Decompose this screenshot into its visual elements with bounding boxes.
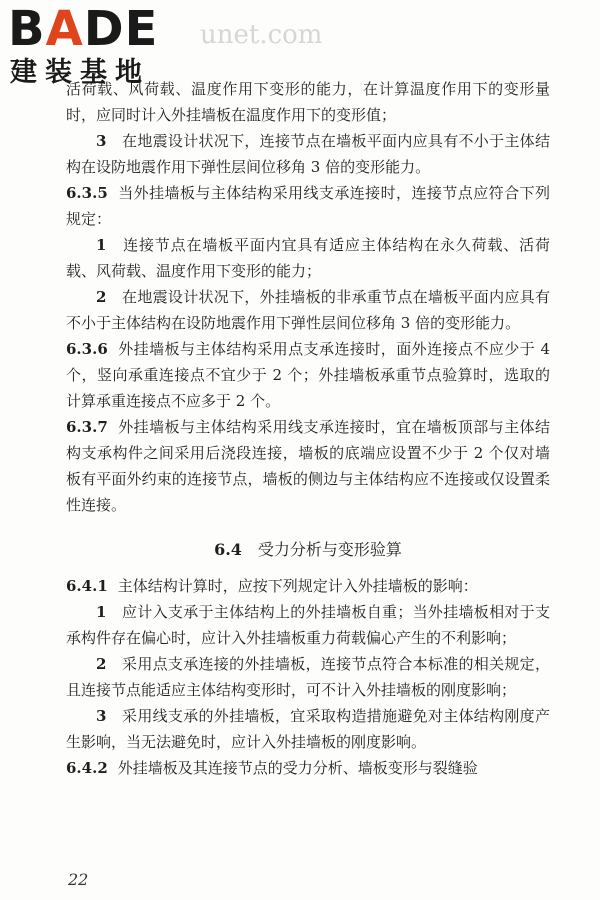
clause: 6.3.5 当外挂墙板与主体结构采用线支承连接时，连接节点应符合下列规定： [66, 184, 550, 228]
clause: 6.3.6 外挂墙板与主体结构采用点支承连接时，面外连接点不应少于 4 个，竖向承重连接点不宜少于 2 个；外挂墙板承重节点验算时，选取的计算承重连接点不应多于 2 个。 [66, 340, 550, 410]
document-body [66, 76, 550, 781]
page-number: 22 [68, 870, 89, 889]
paragraph: 3 采用线支承的外挂墙板，宜采取构造措施避免对主体结构刚度产生影响，当无法避免时，应计入外挂墙板的刚度影响。 [66, 707, 550, 751]
watermark: unet.com [200, 20, 323, 50]
clause: 6.4.1 主体结构计算时，应按下列规定计入外挂墙板的影响： [66, 577, 478, 595]
paragraph: 活荷载、风荷载、温度作用下变形的能力，在计算温度作用下的变形量时，应同时计入外挂墙板在温度作用下的变形值； [66, 80, 550, 124]
paragraph: 3 在地震设计状况下，连接节点在墙板平面内应具有不小于主体结构在设防地震作用下弹性层间位移角 3 倍的变形能力。 [66, 132, 550, 176]
paragraph: 1 连接节点在墙板平面内宜具有适应主体结构在永久荷载、活荷载、风荷载、温度作用下变形的能力； [66, 236, 550, 280]
logo-subtitle: 建装基地 [10, 57, 150, 88]
logo-brand: BADE [8, 1, 159, 57]
paragraph: 1 应计入支承于主体结构上的外挂墙板自重；当外挂墙板相对于支承构件存在偏心时，应计入外挂墙板重力荷载偏心产生的不利影响； [66, 603, 550, 647]
section-heading: 6.4 受力分析与变形验算 [214, 540, 402, 559]
clause: 6.3.7 外挂墙板与主体结构采用线支承连接时，宜在墙板顶部与主体结构支承构件之间采用后浇段连接，墙板的底端应设置不少于 2 个仅对墙板有平面外约束的连接节点，墙板的侧边与主体结构应不连接或仅设置柔性连接。 [66, 418, 550, 514]
paragraph: 2 采用点支承连接的外挂墙板，连接节点符合本标准的相关规定，且连接节点能适应主体结构变形时，可不计入外挂墙板的刚度影响； [66, 655, 550, 699]
paragraph: 2 在地震设计状况下，外挂墙板的非承重节点在墙板平面内应具有不小于主体结构在设防地震作用下弹性层间位移角 3 倍的变形能力。 [66, 288, 550, 332]
clause: 6.4.2 外挂墙板及其连接节点的受力分析、墙板变形与裂缝验 [66, 759, 478, 777]
